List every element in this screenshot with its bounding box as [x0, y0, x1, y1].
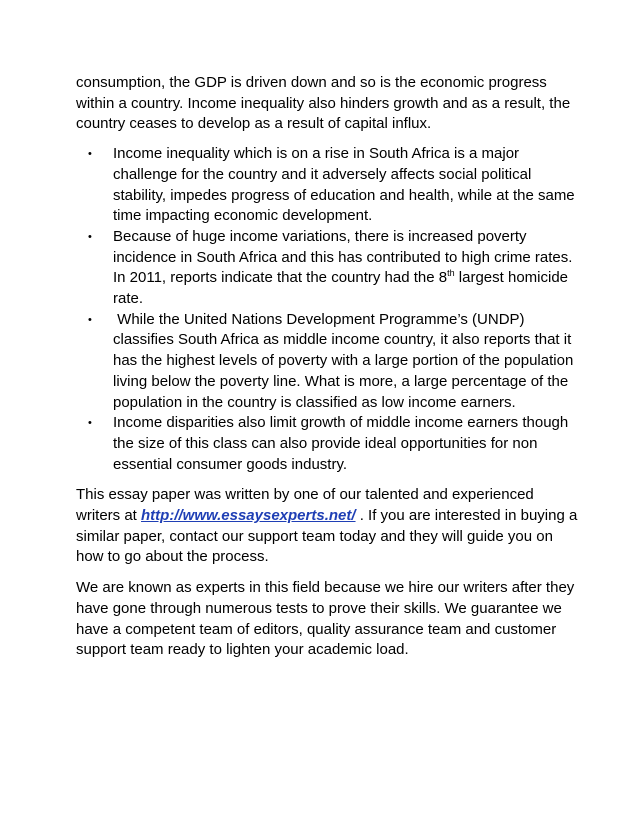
list-item [88, 310, 578, 414]
essay-note-text-continued: . If you are interested in buying a similar paper, contact our support team today and they will guide you on how to go about the process. [76, 507, 578, 566]
essays-experts-link[interactable]: http://www.essaysexperts.net/ [141, 507, 356, 525]
list-item-text: Because of huge income variations, there is increased poverty incidence in South Africa and this has contributed to high crime rates. In 2011, reports indicate that the country had the 8 [113, 227, 573, 287]
essay-note-text: This essay paper was written by one of our talented and experienced writers at [76, 486, 534, 525]
ordinal-suffix: th [447, 268, 455, 279]
list-item-text-continued: largest homicide rate. [113, 269, 569, 308]
list-item [88, 413, 578, 475]
bullet-icon: • [88, 148, 92, 161]
bullet-icon: • [88, 313, 92, 326]
bullet-icon: • [88, 230, 92, 243]
list-item-text: Income disparities also limit growth of middle income earners though the size of this class can also provide ideal opportunities for non essential consumer goods industry. [113, 414, 569, 473]
essay-note-paragraph [76, 485, 578, 568]
bullet-list [76, 144, 578, 475]
list-item-text: Income inequality which is on a rise in South Africa is a major challenge for the country and it adversely affects social political stability, impedes progress of education and health, while at the same time impacting economic development. [113, 145, 575, 225]
list-item [88, 144, 578, 227]
closing-paragraph: We are known as experts in this field because we hire our writers after they have gone through numerous tests to prove their skills. We guarantee we have a competent team of editors, quality assurance team and customer support team ready to lighten your academic load. [76, 579, 575, 659]
bullet-icon: • [88, 417, 92, 430]
list-item-text: While the United Nations Development Programme’s (UNDP) classifies South Africa as middle income country, it also reports that it has the highest levels of poverty with a large portion of the population living below the poverty line. What is more, a large percentage of the population in the country is classified as low income earners. [113, 310, 578, 411]
list-item [88, 227, 578, 310]
intro-paragraph: consumption, the GDP is driven down and so is the economic progress within a country. Income inequality also hinders growth and as a result, the country ceases to develop as a result of capital influx. [76, 74, 571, 133]
